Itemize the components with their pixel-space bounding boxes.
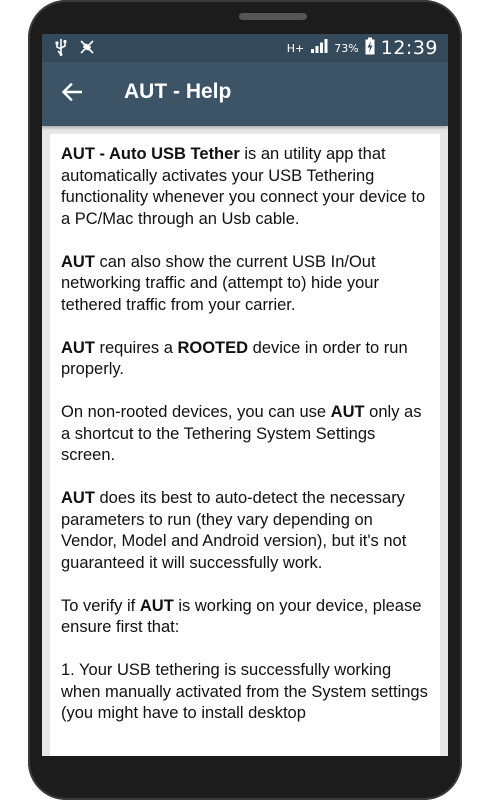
help-paragraph	[61, 252, 430, 317]
help-bold-text: ROOTED	[177, 338, 249, 357]
battery-charging-icon	[365, 37, 375, 59]
help-text: requires a	[94, 338, 178, 357]
status-bar	[42, 34, 448, 62]
help-text: device in order to run properly.	[61, 338, 408, 378]
help-text: can also show the current USB In/Out networking traffic and (attempt to) hide your tethered traffic from your carrier.	[61, 252, 379, 314]
help-text: is an utility app that automatically activates your USB Tethering functionality whenever you connect your device to a PC/Mac through an Usb cable.	[61, 145, 426, 228]
signal-icon	[310, 38, 328, 58]
battery-percent: 73%	[334, 41, 359, 55]
help-bold-text: AUT - Auto USB Tether	[61, 145, 240, 163]
back-button[interactable]	[56, 78, 88, 110]
help-bold-text: AUT	[61, 338, 95, 357]
arrow-left-icon	[62, 83, 82, 105]
bottom-bezel	[42, 756, 448, 780]
help-bold-text: AUT	[330, 403, 365, 421]
help-text: On non-rooted devices, you can use	[61, 403, 331, 421]
help-bold-text: AUT	[61, 489, 95, 507]
network-type: H+	[286, 41, 305, 55]
help-paragraph	[61, 596, 430, 639]
help-text: 1. Your USB tethering is successfully working when manually activated from the System settings (you might have to install desktop	[61, 661, 428, 722]
speaker-grille	[239, 13, 307, 20]
bug-icon	[78, 38, 96, 60]
usb-icon	[54, 38, 68, 60]
help-bold-text: AUT	[61, 252, 95, 271]
help-text: does its best to auto-detect the necessary parameters to run (they vary depending on Vendor, Model and Android version), but it's not guaranteed it will successfully work.	[61, 489, 407, 572]
help-content[interactable]	[50, 134, 440, 756]
help-paragraph	[61, 660, 430, 725]
page-title: AUT - Help	[124, 80, 232, 103]
help-text: To verify if	[61, 596, 140, 615]
help-bold-text: AUT	[139, 596, 174, 615]
help-paragraph	[61, 144, 430, 230]
help-text: is working on your device, please ensure first that:	[61, 596, 422, 636]
help-paragraph	[61, 402, 430, 467]
help-paragraph	[61, 338, 430, 381]
screen	[42, 34, 448, 756]
help-text: only as a shortcut to the Tethering System Settings screen.	[61, 403, 422, 464]
help-paragraph	[61, 488, 430, 574]
app-bar	[42, 62, 448, 126]
clock: 12:39	[380, 37, 438, 59]
